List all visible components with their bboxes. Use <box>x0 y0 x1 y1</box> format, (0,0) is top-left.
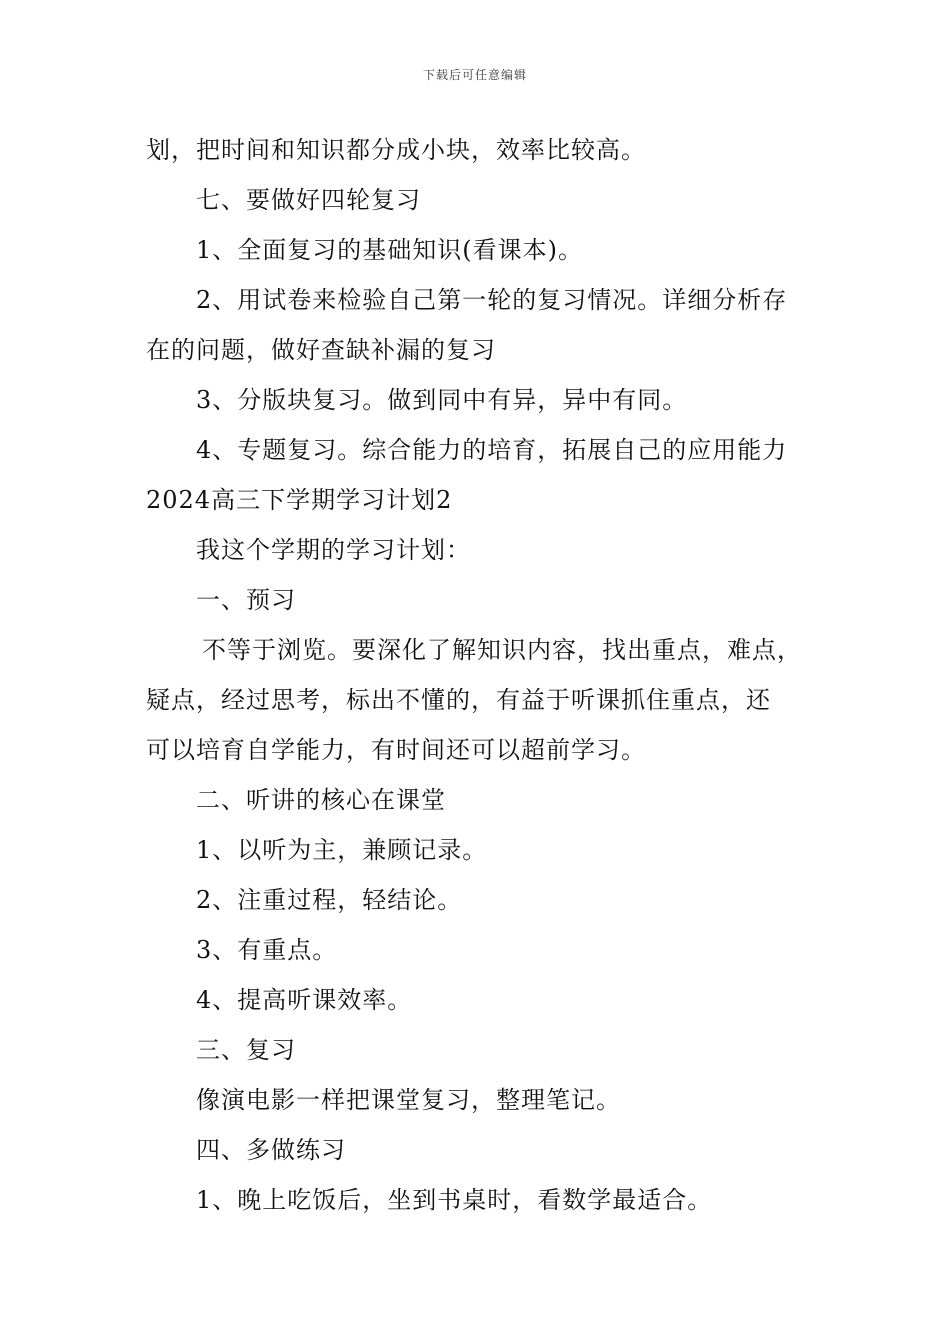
list-item: 3、有重点。 <box>196 936 338 964</box>
list-item: 2、注重过程，轻结论。 <box>196 886 463 914</box>
list-item: 4、专题复习。综合能力的培育，拓展自己的应用能力 <box>196 436 788 464</box>
paragraph-line: 我这个学期的学习计划： <box>196 536 471 564</box>
paragraph-line: 划，把时间和知识都分成小块，效率比较高。 <box>146 136 646 164</box>
paragraph-line: 疑点，经过思考，标出不懂的，有益于听课抓住重点，还 <box>146 686 771 714</box>
page-header: 下载后可任意编辑 <box>422 68 527 82</box>
section-heading: 四、多做练习 <box>196 1136 346 1164</box>
section-heading: 七、要做好四轮复习 <box>196 186 421 214</box>
list-item: 3、分版块复习。做到同中有异，异中有同。 <box>196 386 688 414</box>
list-item: 1、全面复习的基础知识(看课本)。 <box>196 236 583 264</box>
paragraph-line: 像演电影一样把课堂复习，整理笔记。 <box>196 1086 621 1114</box>
list-item: 2、用试卷来检验自己第一轮的复习情况。详细分析存 <box>196 286 788 314</box>
document-body <box>146 125 836 1225</box>
section-heading: 二、听讲的核心在课堂 <box>196 786 446 814</box>
document-title: 2024高三下学期学习计划2 <box>146 486 453 514</box>
section-heading: 一、预习 <box>196 586 296 614</box>
paragraph-line: 可以培育自学能力，有时间还可以超前学习。 <box>146 736 646 764</box>
list-item: 1、以听为主，兼顾记录。 <box>196 836 488 864</box>
section-heading: 三、复习 <box>196 1036 296 1064</box>
list-item: 4、提高听课效率。 <box>196 986 413 1014</box>
list-item: 1、晚上吃饭后，坐到书桌时，看数学最适合。 <box>196 1186 713 1214</box>
paragraph-line: 不等于浏览。要深化了解知识内容，找出重点，难点， <box>202 636 802 664</box>
paragraph-line: 在的问题，做好查缺补漏的复习 <box>146 336 496 364</box>
